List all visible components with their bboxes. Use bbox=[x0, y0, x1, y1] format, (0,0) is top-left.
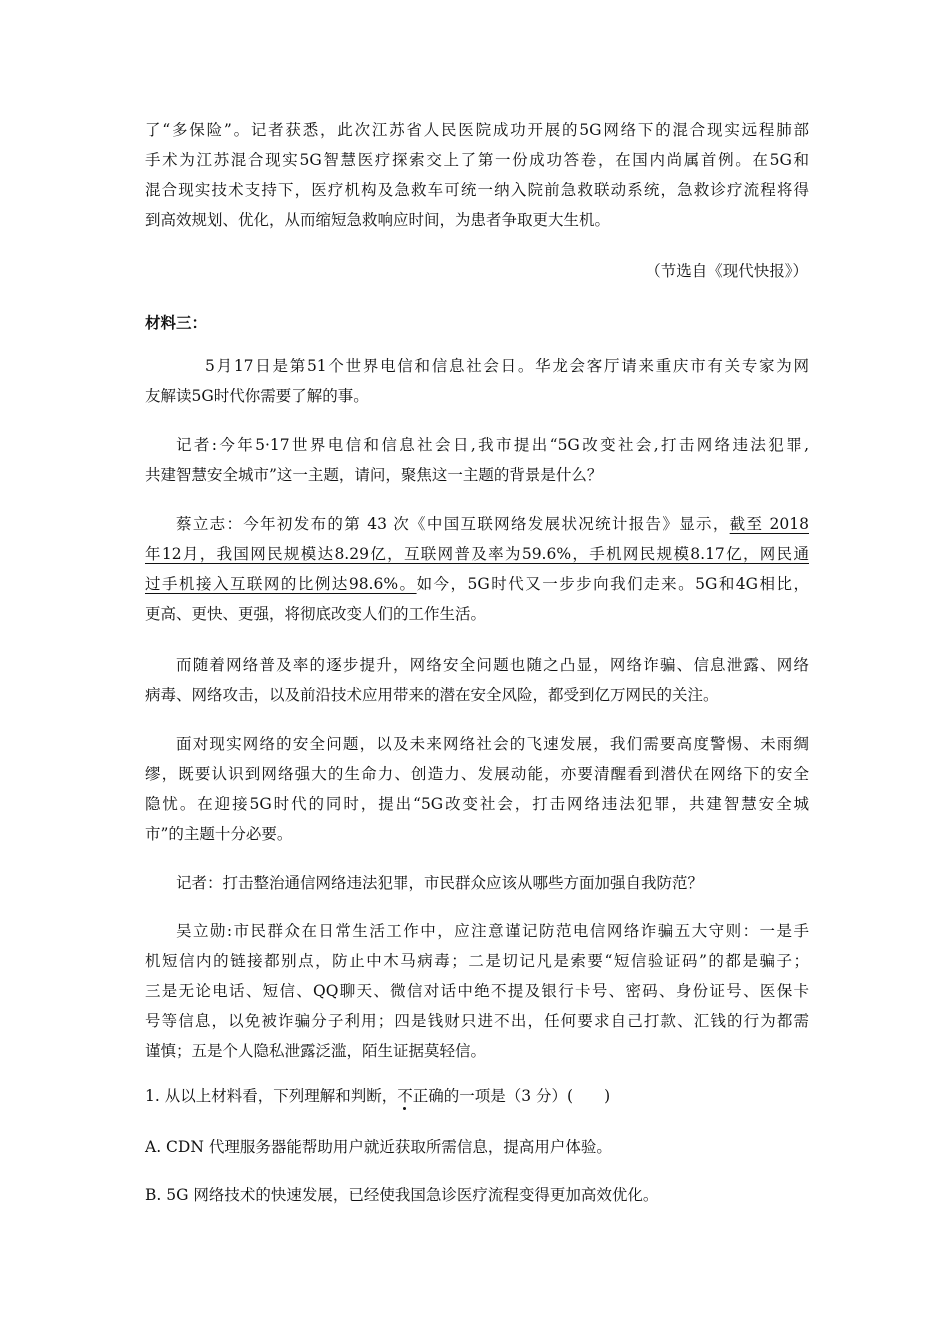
material-heading: 材料三： bbox=[145, 313, 208, 332]
text-line: 吴立勋:市民群众在日常生活工作中，应注意谨记防范电信网络诈骗五大守则：一是手 bbox=[176, 922, 809, 940]
text-line bbox=[145, 569, 809, 599]
emphasis-dot-text: 不 bbox=[397, 1087, 413, 1105]
text-line: 更高、更快、更强，将彻底改变人们的工作生活。 bbox=[145, 605, 487, 623]
text-line: 了“多保险”。记者获悉，此次江苏省人民医院成功开展的5G网络下的混合现实远程肺部 bbox=[145, 121, 809, 139]
text-line: 缪，既要认识到网络强大的生命力、创造力、发展动能，亦要清醒看到潜伏在网络下的安全 bbox=[145, 765, 809, 783]
text-span: 如今，5G时代又一步步向我们走来。5G和4G相比， bbox=[416, 575, 810, 593]
underlined-text: 截至 2018 bbox=[729, 515, 809, 533]
text-line: 机短信内的链接都别点，防止中木马病毒；二是切记凡是索要“短信验证码”的都是骗子； bbox=[145, 952, 809, 970]
text-line: 记者:今年5·17世界电信和信息社会日,我市提出“5G改变社会,打击网络违法犯罪, bbox=[176, 436, 809, 454]
text-line bbox=[145, 509, 809, 539]
text-line: 而随着网络普及率的逐步提升，网络安全问题也随之凸显，网络诈骗、信息泄露、网络 bbox=[176, 656, 809, 674]
text-line: 面对现实网络的安全问题，以及未来网络社会的飞速发展，我们需要高度警惕、未雨绸 bbox=[176, 735, 809, 753]
text-line: 隐忧。在迎接5G时代的同时，提出“5G改变社会，打击网络违法犯罪，共建智慧安全城 bbox=[145, 795, 809, 813]
text-line: 病毒、网络攻击，以及前沿技术应用带来的潜在安全风险，都受到亿万网民的关注。 bbox=[145, 686, 719, 704]
option-b: B. 5G 网络技术的快速发展，已经使我国急诊医疗流程变得更加高效优化。 bbox=[145, 1186, 659, 1204]
paragraph-5 bbox=[145, 729, 809, 849]
text-line: 记者：打击整治通信网络违法犯罪，市民群众应该从哪些方面加强自我防范？ bbox=[176, 874, 704, 892]
text-line: 到高效规划、优化，从而缩短急救响应时间，为患者争取更大生机。 bbox=[145, 211, 611, 229]
question-stem bbox=[145, 1081, 610, 1111]
paragraph-4 bbox=[145, 650, 809, 710]
text-line: 三是无论电话、短信、QQ聊天、微信对话中绝不提及银行卡号、密码、身份证号、医保卡 bbox=[145, 982, 809, 1000]
text-line: 共建智慧安全城市”这一主题，请问，聚焦这一主题的背景是什么？ bbox=[145, 466, 603, 484]
paragraph-1 bbox=[145, 351, 809, 411]
underlined-text: 年12月，我国网民规模达8.29亿，互联网普及率为59.6%，手机网民规模8.17亿，网民通 bbox=[145, 545, 809, 563]
text-line: 混合现实技术支持下，医疗机构及急救车可统一纳入院前急救联动系统，急救诊疗流程将得 bbox=[145, 181, 809, 199]
paragraph-2 bbox=[145, 430, 809, 490]
underlined-text: 过手机接入互联网的比例达98.6%。 bbox=[145, 575, 417, 593]
paragraph-7 bbox=[145, 916, 809, 1066]
paragraph-intro-end bbox=[145, 115, 809, 235]
source-note: （节选自《现代快报》） bbox=[645, 262, 808, 280]
option-a: A. CDN 代理服务器能帮助用户就近获取所需信息，提高用户体验。 bbox=[145, 1138, 612, 1156]
text-line: 谨慎；五是个人隐私泄露泛滥，陌生证据莫轻信。 bbox=[145, 1042, 487, 1060]
paragraph-3 bbox=[145, 509, 809, 629]
text-line: 号等信息，以免被诈骗分子利用；四是钱财只进不出，任何要求自己打款、汇钱的行为都需 bbox=[145, 1012, 809, 1030]
text-line: 5月17日是第51个世界电信和信息社会日。华龙会客厅请来重庆市有关专家为网 bbox=[205, 357, 809, 375]
text-span: 蔡立志：今年初发布的第 43 次《中国互联网络发展状况统计报告》显示， bbox=[176, 515, 730, 533]
question-text: 1. 从以上材料看，下列理解和判断， bbox=[145, 1087, 398, 1105]
paragraph-6 bbox=[145, 868, 809, 898]
text-line: 手术为江苏混合现实5G智慧医疗探索交上了第一份成功答卷，在国内尚属首例。在5G和 bbox=[145, 151, 809, 169]
text-line: 友解读5G时代你需要了解的事。 bbox=[145, 387, 369, 405]
text-line: 市”的主题十分必要。 bbox=[145, 825, 293, 843]
question-text: 正确的一项是（3 分）( ) bbox=[412, 1087, 611, 1105]
